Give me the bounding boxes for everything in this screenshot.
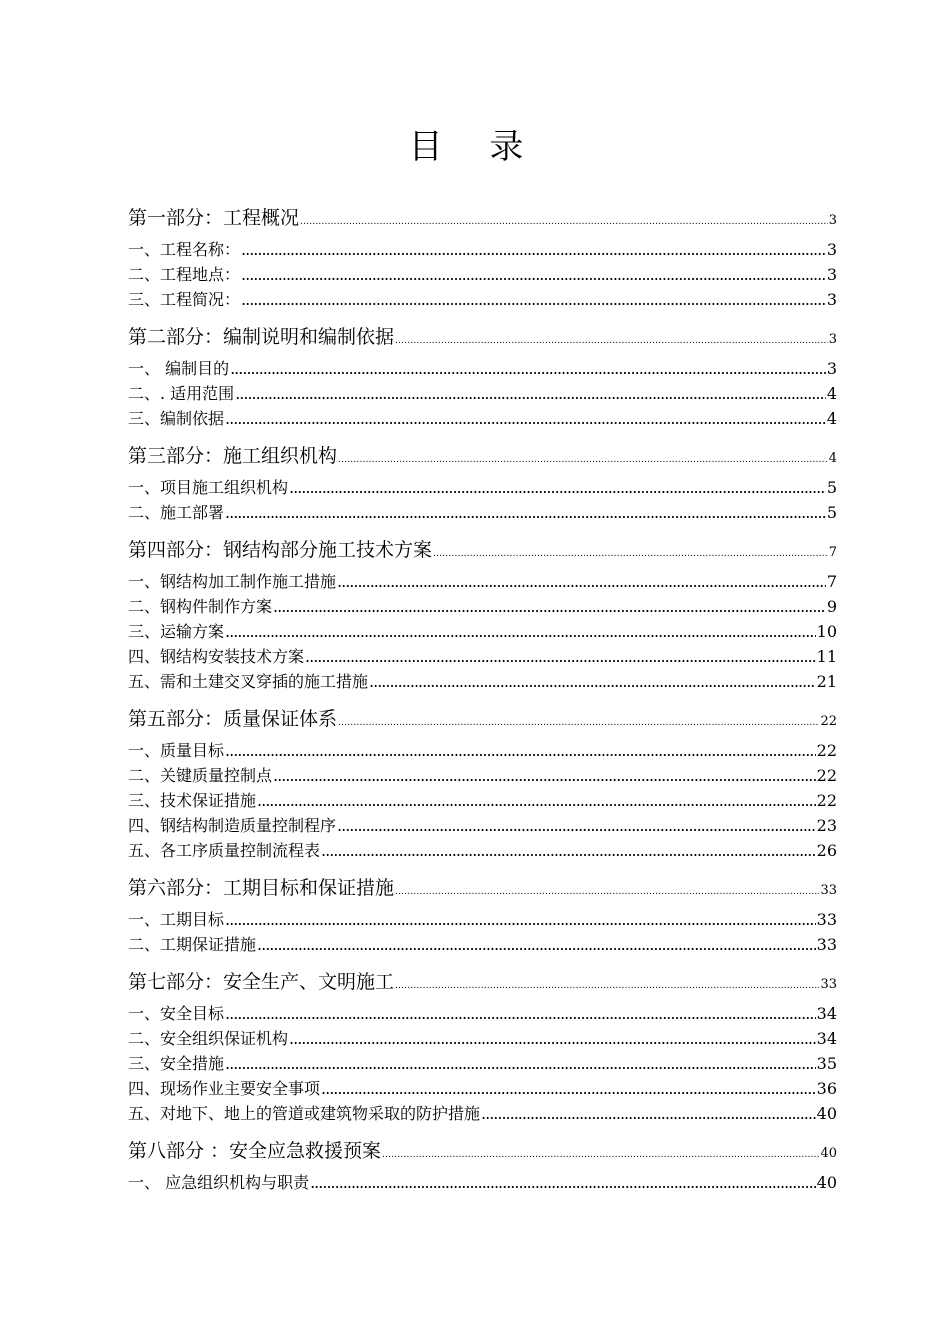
toc-item-entry[interactable] [128,381,837,406]
toc-part-entry[interactable] [128,437,837,475]
toc-page-number: 5 [826,503,837,522]
toc-item-entry[interactable] [128,287,837,312]
toc-page-number: 22 [816,766,837,785]
toc-leader-dots [305,644,816,669]
toc-page-number: 3 [826,290,837,309]
toc-item-entry[interactable] [128,619,837,644]
toc-part-entry[interactable] [128,700,837,738]
toc-item-label: 一、工程名称： [128,240,241,259]
toc-leader-dots [338,441,828,479]
toc-section [128,700,837,863]
toc-part-entry[interactable] [128,318,837,356]
toc-leader-dots [289,1026,816,1051]
toc-section [128,199,837,312]
toc-item-entry[interactable] [128,813,837,838]
toc-item-entry[interactable] [128,1026,837,1051]
toc-leader-dots [338,704,819,742]
toc-leader-dots [241,287,826,312]
toc-leader-dots [481,1101,816,1126]
toc-item-entry[interactable] [128,907,837,932]
toc-item-label: 二、工期保证措施 [128,935,257,954]
toc-part-label: 第五部分：质量保证体系 [128,708,338,730]
toc-item-entry[interactable] [128,932,837,957]
toc-leader-dots [241,237,826,262]
toc-item-label: 一、钢结构加工制作施工措施 [128,572,337,591]
toc-page-number: 23 [816,816,837,835]
toc-page-number: 22 [820,714,837,729]
toc-leader-dots [225,500,826,525]
toc-page-number: 34 [816,1029,837,1048]
toc-part-entry[interactable] [128,531,837,569]
toc-item-entry[interactable] [128,356,837,381]
toc-leader-dots [337,569,826,594]
toc-page-number: 4 [828,451,837,466]
toc-part-entry[interactable] [128,963,837,1001]
toc-leader-dots [257,932,816,957]
toc-leader-dots [273,594,826,619]
toc-item-entry[interactable] [128,475,837,500]
toc-leader-dots [257,788,816,813]
toc-part-label: 第四部分：钢结构部分施工技术方案 [128,539,433,561]
toc-leader-dots [395,967,819,1005]
toc-item-label: 三、编制依据 [128,409,225,428]
toc-item-entry[interactable] [128,838,837,863]
toc-item-label: 一、质量目标 [128,741,225,760]
toc-leader-dots [230,356,826,381]
toc-page-number: 33 [816,935,837,954]
toc-page-number: 35 [816,1054,837,1073]
toc-page-number: 40 [816,1104,837,1123]
toc-part-label: 第一部分：工程概况 [128,207,300,229]
toc-page-number: 40 [816,1173,837,1192]
toc-item-entry[interactable] [128,763,837,788]
toc-page-number: 4 [826,384,837,403]
toc-part-label: 第八部分 ：安全应急救援预案 [128,1140,382,1162]
toc-item-label: 二、关键质量控制点 [128,766,273,785]
toc-item-entry[interactable] [128,1001,837,1026]
toc-item-entry[interactable] [128,738,837,763]
toc-page-number: 22 [816,791,837,810]
toc-leader-dots [289,475,826,500]
toc-leader-dots [300,203,828,241]
toc-leader-dots [225,406,826,431]
toc-section [128,437,837,525]
toc-page-number: 22 [816,741,837,760]
toc-part-entry[interactable] [128,199,837,237]
toc-item-label: 三、技术保证措施 [128,791,257,810]
toc-item-entry[interactable] [128,1076,837,1101]
toc-item-entry[interactable] [128,788,837,813]
toc-leader-dots [337,813,816,838]
toc-part-label: 第六部分：工期目标和保证措施 [128,877,395,899]
toc-page-number: 33 [820,883,837,898]
toc-page-number: 10 [816,622,837,641]
toc-item-label: 四、钢结构安装技术方案 [128,647,305,666]
toc-item-label: 五、需和土建交叉穿插的施工措施 [128,672,369,691]
toc-item-label: 二、钢构件制作方案 [128,597,273,616]
table-of-contents [128,198,837,1201]
toc-page-number: 21 [816,672,837,691]
toc-part-entry[interactable] [128,1132,837,1170]
toc-part-label: 第二部分：编制说明和编制依据 [128,326,395,348]
toc-page-number: 3 [828,332,837,347]
toc-page-number: 26 [816,841,837,860]
toc-page-number: 3 [826,265,837,284]
toc-page-number: 4 [826,409,837,428]
toc-item-label: 二、工程地点： [128,265,241,284]
toc-item-label: 二、. 适用范围 [128,384,235,403]
toc-leader-dots [241,262,826,287]
toc-item-entry[interactable] [128,500,837,525]
toc-item-label: 一、 应急组织机构与职责 [128,1173,310,1192]
toc-page-number: 3 [826,359,837,378]
toc-item-label: 一、安全目标 [128,1004,225,1023]
toc-page-number: 9 [826,597,837,616]
toc-item-label: 一、工期目标 [128,910,225,929]
toc-item-label: 三、工程简况： [128,290,241,309]
toc-page-number: 3 [826,240,837,259]
toc-section [128,318,837,431]
toc-page-number: 11 [816,647,837,666]
toc-item-label: 五、各工序质量控制流程表 [128,841,321,860]
toc-page-number: 36 [816,1079,837,1098]
toc-page-number: 3 [828,213,837,228]
toc-leader-dots [395,322,828,360]
page-title: 目 录 [408,127,542,167]
toc-leader-dots [321,1076,816,1101]
toc-leader-dots [395,873,819,911]
toc-item-label: 四、现场作业主要安全事项 [128,1079,321,1098]
toc-item-entry[interactable] [128,406,837,431]
toc-leader-dots [225,1001,816,1026]
toc-leader-dots [310,1170,816,1195]
toc-part-label: 第三部分：施工组织机构 [128,445,338,467]
toc-page-number: 7 [828,545,837,560]
toc-section [128,1132,837,1195]
toc-item-entry[interactable] [128,644,837,669]
toc-item-label: 一、项目施工组织机构 [128,478,289,497]
toc-leader-dots [225,907,816,932]
toc-section [128,531,837,694]
toc-leader-dots [369,669,816,694]
toc-leader-dots [433,535,828,573]
toc-item-label: 五、对地下、地上的管道或建筑物采取的防护措施 [128,1104,481,1123]
toc-leader-dots [225,738,816,763]
toc-page-number: 34 [816,1004,837,1023]
toc-item-entry[interactable] [128,569,837,594]
toc-page-number: 5 [826,478,837,497]
toc-item-entry[interactable] [128,262,837,287]
toc-part-entry[interactable] [128,869,837,907]
toc-leader-dots [273,763,816,788]
toc-item-label: 一、 编制目的 [128,359,230,378]
toc-item-label: 二、安全组织保证机构 [128,1029,289,1048]
toc-page-number: 7 [826,572,837,591]
toc-leader-dots [235,381,826,406]
toc-item-entry[interactable] [128,237,837,262]
toc-page-number: 33 [816,910,837,929]
toc-item-entry[interactable] [128,669,837,694]
toc-leader-dots [382,1136,819,1174]
toc-leader-dots [225,619,816,644]
toc-item-entry[interactable] [128,594,837,619]
toc-section [128,963,837,1126]
toc-item-entry[interactable] [128,1051,837,1076]
toc-page-number: 40 [820,1146,837,1161]
toc-page-number: 33 [820,977,837,992]
toc-leader-dots [321,838,816,863]
toc-item-label: 三、安全措施 [128,1054,225,1073]
toc-leader-dots [225,1051,816,1076]
toc-item-label: 四、钢结构制造质量控制程序 [128,816,337,835]
toc-item-entry[interactable] [128,1101,837,1126]
toc-item-label: 二、施工部署 [128,503,225,522]
toc-item-label: 三、运输方案 [128,622,225,641]
toc-part-label: 第七部分：安全生产、文明施工 [128,971,395,993]
toc-item-entry[interactable] [128,1170,837,1195]
toc-section [128,869,837,957]
